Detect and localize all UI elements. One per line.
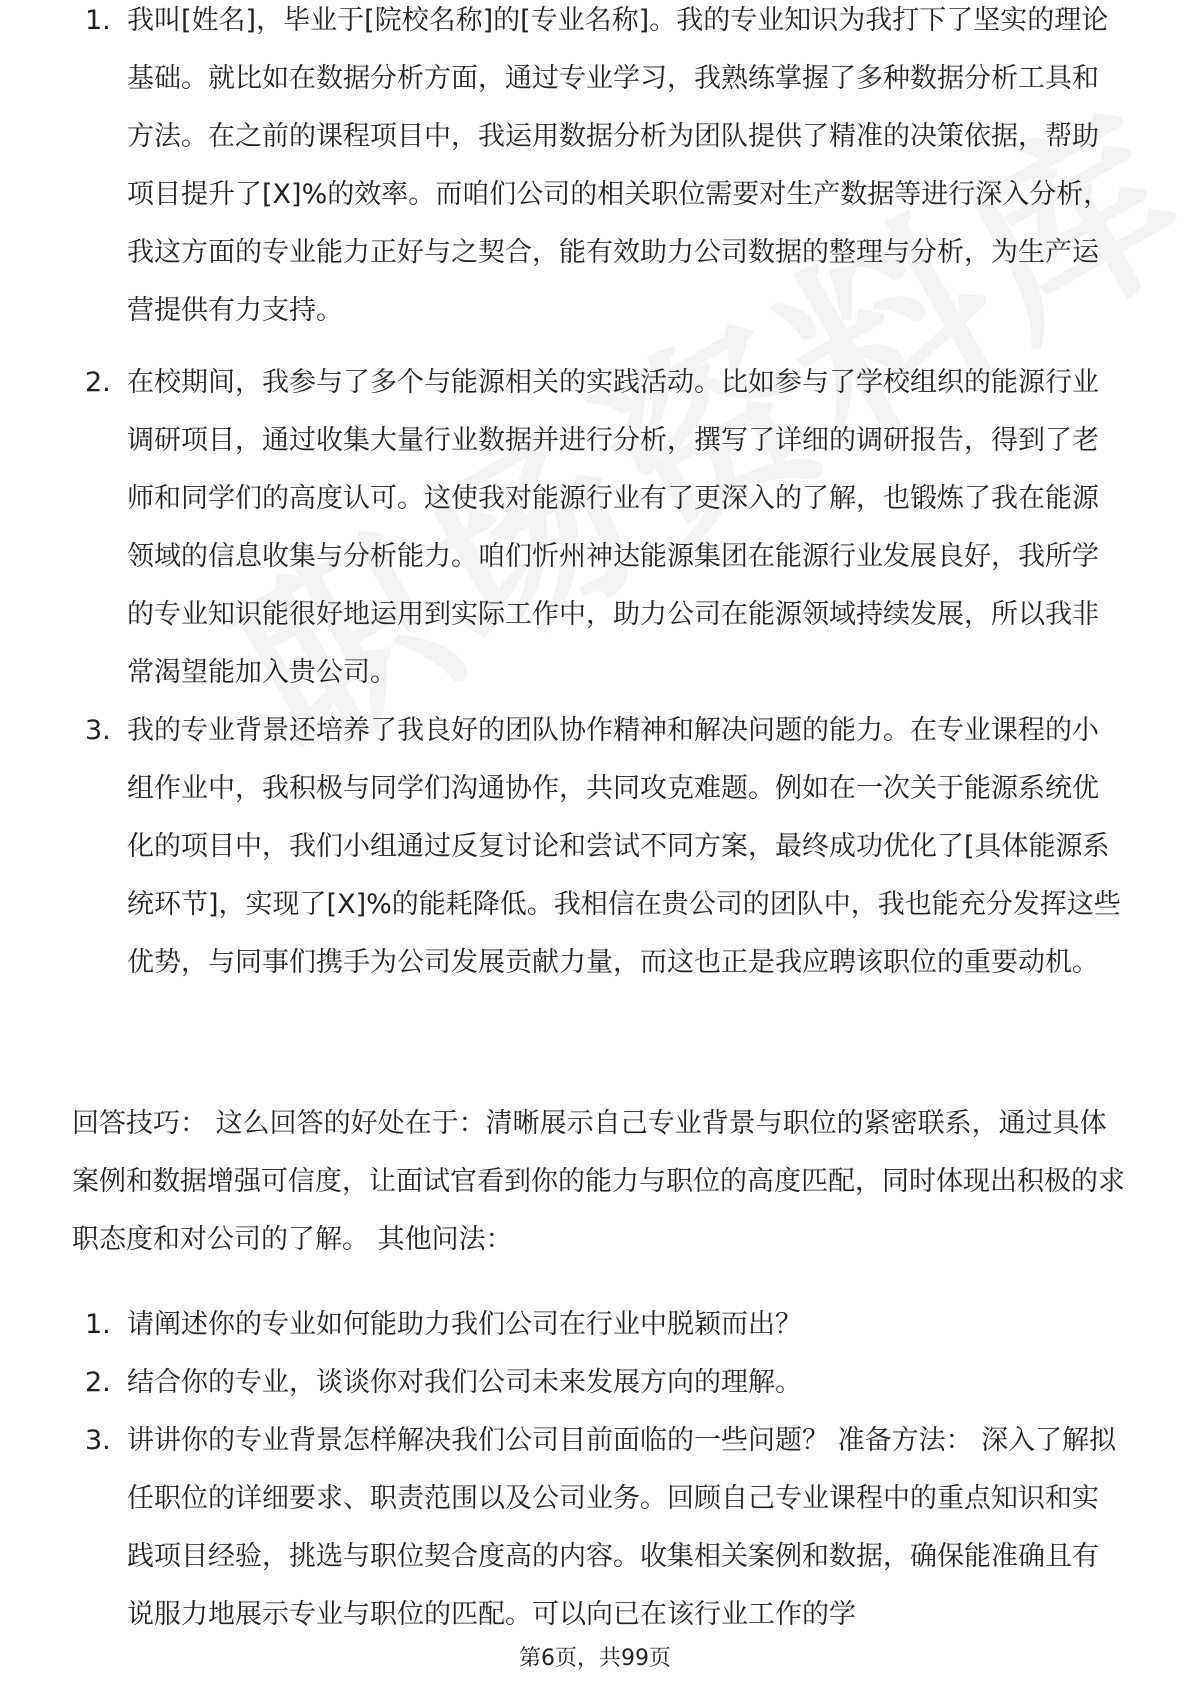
list-number: 1. [85, 5, 111, 36]
list-text: 结合你的专业，谈谈你对我们公司未来发展方向的理解。 [127, 1367, 802, 1398]
list-item [85, 1412, 1125, 1644]
list-number: 3. [85, 715, 111, 746]
other-questions-list [85, 1296, 1125, 1644]
list-number: 2. [85, 1367, 111, 1398]
tips-paragraph: 回答技巧： 这么回答的好处在于：清晰展示自己专业背景与职位的紧密联系，通过具体案例和数据增强可信度，让面试官看到你的能力与职位的高度匹配，同时体现出积极的求职态度和对公司的了解。 其他问法： [72, 1108, 1125, 1255]
list-text: 我的专业背景还培养了我良好的团队协作精神和解决问题的能力。在专业课程的小组作业中，我积极与同学们沟通协作，共同攻克难题。例如在一次关于能源系统优化的项目中，我们小组通过反复讨论和尝试不同方案，最终成功优化了[具体能源系统环节]，实现了[X]%的能耗降低。我相信在贵公司的团队中，我也能充分发挥这些优势，与同事们携手为公司发展贡献力量，而这也正是我应聘该职位的重要动机。 [127, 715, 1121, 978]
list-item [85, 354, 1125, 702]
list-text: 我叫[姓名]，毕业于[院校名称]的[专业名称]。我的专业知识为我打下了坚实的理论基础。就比如在数据分析方面，通过专业学习，我熟练掌握了多种数据分析工具和方法。在之前的课程项目中，我运用数据分析为团队提供了精准的决策依据，帮助项目提升了[X]%的效率。而咱们公司的相关职位需要对生产数据等进行深入分析，我这方面的专业能力正好与之契合，能有效助力公司数据的整理与分析，为生产运营提供有力支持。 [127, 5, 1111, 326]
list-item [85, 1354, 1125, 1412]
list-item [85, 702, 1125, 992]
list-text: 请阐述你的专业如何能助力我们公司在行业中脱颖而出？ [127, 1309, 802, 1340]
list-number: 1. [85, 1309, 111, 1340]
list-number: 2. [85, 367, 111, 398]
list-number: 3. [85, 1425, 111, 1456]
list-text: 讲讲你的专业背景怎样解决我们公司目前面临的一些问题？ 准备方法： 深入了解拟任职位的详细要求、职责范围以及公司业务。回顾自己专业课程中的重点知识和实践项目经验，挑选与职位契合度高的内容。收集相关案例和数据，确保能准确且有说服力地展示专业与职位的匹配。可以向已在该行业工作的学 [127, 1425, 1117, 1630]
list-item [85, 0, 1125, 354]
page-footer: 第6页，共99页 [519, 1646, 671, 1671]
list-item [85, 1296, 1125, 1354]
answer-list [85, 0, 1125, 992]
list-text: 在校期间，我参与了多个与能源相关的实践活动。比如参与了学校组织的能源行业调研项目，通过收集大量行业数据并进行分析，撰写了详细的调研报告，得到了老师和同学们的高度认可。这使我对能源行业有了更深入的了解，也锻炼了我在能源领域的信息收集与分析能力。咱们忻州神达能源集团在能源行业发展良好，我所学的专业知识能很好地运用到实际工作中，助力公司在能源领域持续发展，所以我非常渴望能加入贵公司。 [127, 367, 1099, 688]
